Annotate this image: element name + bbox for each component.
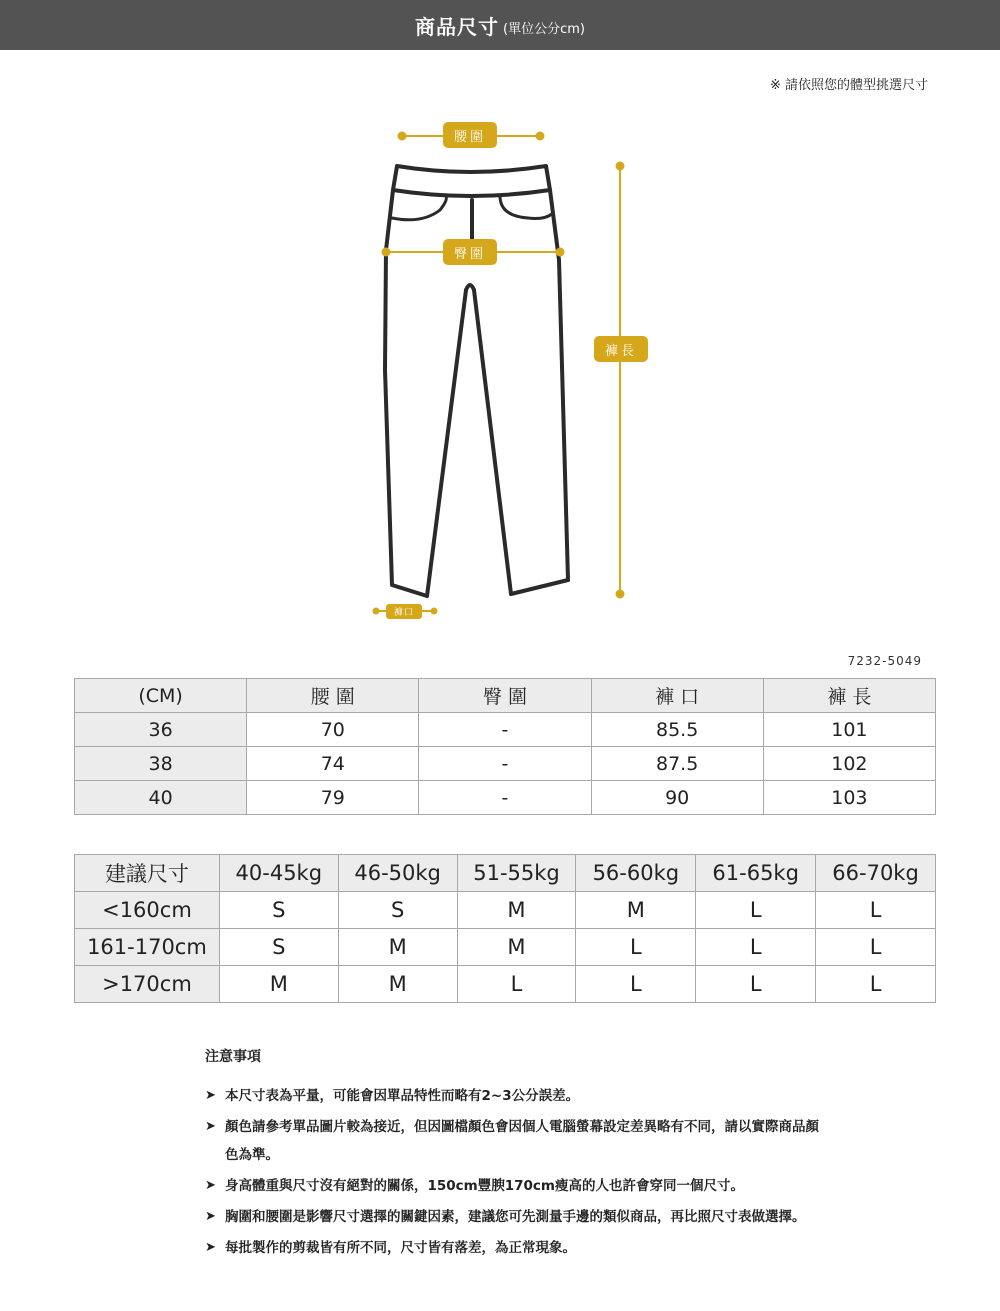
note-text: 身高體重與尺寸沒有絕對的關係，150cm豐腴170cm瘦高的人也許會穿同一個尺寸。	[225, 1178, 744, 1194]
table-cell: L	[696, 892, 816, 929]
table-cell: 103	[763, 781, 935, 815]
note-text: 胸圍和腰圍是影響尺寸選擇的關鍵因素，建議您可先測量手邊的類似商品，再比照尺寸表做選擇。	[225, 1209, 806, 1225]
notes-section	[205, 1046, 825, 1265]
table-cell: 74	[247, 747, 419, 781]
height-cell: >170cm	[75, 966, 220, 1003]
table-cell: M	[219, 966, 338, 1003]
header-cell: 褲 口	[591, 679, 763, 713]
note-text: 顏色請參考單品圖片較為接近，但因圖檔顏色會因個人電腦螢幕設定差異略有不同，請以實際商品顏色為準。	[225, 1119, 819, 1163]
table-cell: L	[576, 966, 696, 1003]
table-row	[75, 966, 936, 1003]
table-cell: L	[576, 929, 696, 966]
unit-label: (單位公分cm)	[503, 21, 585, 37]
waist-tag: 腰圍	[443, 122, 497, 148]
note-text: 本尺寸表為平量，可能會因單品特性而略有2~3公分誤差。	[225, 1088, 580, 1104]
table-cell: S	[219, 892, 338, 929]
table-cell: L	[457, 966, 576, 1003]
table-cell: M	[576, 892, 696, 929]
table-row	[75, 929, 936, 966]
list-item	[205, 1113, 825, 1169]
table-cell: -	[419, 747, 591, 781]
list-item	[205, 1172, 825, 1200]
table-row	[75, 747, 936, 781]
header-cell: 56-60kg	[576, 855, 696, 892]
header-cell: 腰 圍	[247, 679, 419, 713]
table-cell: 102	[763, 747, 935, 781]
table-cell: L	[816, 929, 936, 966]
header-cell: 臀 圍	[419, 679, 591, 713]
table-cell: 87.5	[591, 747, 763, 781]
list-item	[205, 1203, 825, 1231]
table-cell: 79	[247, 781, 419, 815]
table-cell: S	[219, 929, 338, 966]
header-cell: 66-70kg	[816, 855, 936, 892]
size-cell: 36	[75, 713, 247, 747]
note-text: 每批製作的剪裁皆有所不同，尺寸皆有落差，為正常現象。	[225, 1240, 576, 1256]
table-cell: L	[696, 966, 816, 1003]
length-tag: 褲長	[594, 336, 648, 362]
page-title: 商品尺寸	[415, 14, 500, 39]
recommend-table-header-row	[75, 855, 936, 892]
list-item	[205, 1234, 825, 1262]
size-table	[74, 678, 936, 815]
size-cell: 38	[75, 747, 247, 781]
table-row	[75, 781, 936, 815]
table-cell: L	[816, 966, 936, 1003]
table-cell: 90	[591, 781, 763, 815]
size-advice-note: ※ 請依照您的體型挑選尺寸	[769, 78, 928, 93]
pants-outline-illustration	[0, 100, 1000, 630]
table-cell: M	[338, 966, 457, 1003]
table-cell: 101	[763, 713, 935, 747]
arrow-icon: ➤	[205, 1119, 216, 1134]
hem-tag: 褲口	[386, 604, 422, 619]
product-code: 7232-5049	[847, 654, 922, 668]
table-row	[75, 713, 936, 747]
list-item	[205, 1082, 825, 1110]
size-cell: 40	[75, 781, 247, 815]
header-cell: 46-50kg	[338, 855, 457, 892]
table-row	[75, 892, 936, 929]
arrow-icon: ➤	[205, 1088, 216, 1103]
pants-diagram	[0, 100, 1000, 630]
height-cell: <160cm	[75, 892, 220, 929]
header-cell: (CM)	[75, 679, 247, 713]
table-cell: S	[338, 892, 457, 929]
arrow-icon: ➤	[205, 1209, 216, 1224]
table-cell: L	[696, 929, 816, 966]
header-cell: 建議尺寸	[75, 855, 220, 892]
size-table-header-row	[75, 679, 936, 713]
table-cell: -	[419, 781, 591, 815]
header-cell: 51-55kg	[457, 855, 576, 892]
recommend-size-table	[74, 854, 936, 1003]
header-bar	[0, 0, 1000, 50]
header-cell: 褲 長	[763, 679, 935, 713]
table-cell: -	[419, 713, 591, 747]
table-cell: 70	[247, 713, 419, 747]
arrow-icon: ➤	[205, 1178, 216, 1193]
table-cell: M	[338, 929, 457, 966]
table-cell: 85.5	[591, 713, 763, 747]
notes-title: 注意事項	[205, 1049, 261, 1065]
header-cell: 61-65kg	[696, 855, 816, 892]
table-cell: M	[457, 892, 576, 929]
height-cell: 161-170cm	[75, 929, 220, 966]
table-cell: L	[816, 892, 936, 929]
hip-tag: 臀圍	[443, 239, 497, 265]
header-cell: 40-45kg	[219, 855, 338, 892]
arrow-icon: ➤	[205, 1240, 216, 1255]
table-cell: M	[457, 929, 576, 966]
